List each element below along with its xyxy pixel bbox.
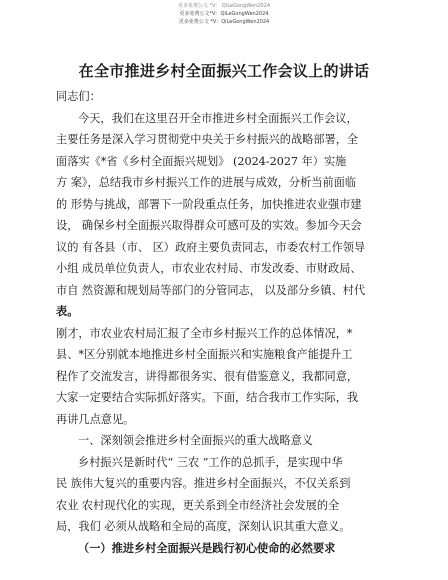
paragraph-line: 议的 有各县（市、 区）政府主要负责同志，市委农村工作领导 (56, 240, 366, 254)
document-title: 在全市推进乡村全面振兴工作会议上的讲话 (78, 62, 370, 80)
watermark-top: 更多免费公文 *V： QiLeGongWen2024 (177, 3, 271, 9)
subsection-heading: （一）推进乡村全面振兴是践行初心使命的必然要求 (78, 541, 336, 555)
document-body (56, 86, 392, 559)
paragraph-line: 市自 然资源和规划局等部门的分管同志， 以及部分乡镇、村代 (56, 283, 366, 297)
paragraph-line: 今天，我们在这里召开全市推进乡村全面振兴工作会议， (78, 111, 358, 125)
paragraph-line: 设， 确保乡村全面振兴取得群众可感可及的实效。参加今天会 (56, 219, 362, 232)
paragraph-line: 表。 (56, 304, 79, 318)
paragraph-line: 的 形势与挑战，部署下一阶段重点任务，加快推进农业强市建 (56, 197, 362, 211)
section-heading: 一、深刻领会推进乡村全面振兴的重大战略意义 (78, 434, 313, 447)
paragraph-line: 农业 农村现代化的实现，更关系到全市经济社会发展的全 (56, 498, 340, 512)
watermark-bottom: 更多免费公文 *V：QiLeGongWen2024 (178, 19, 270, 25)
salutation: 同志们： (56, 90, 101, 103)
paragraph-line: 程作了交流发言，讲得都很务实、很有借鉴意义，我都同意， (56, 369, 359, 383)
paragraph-line: 主要任务是深入学习贯彻党中央关于乡村振兴的战略部署，全 (56, 133, 359, 146)
paragraph-line: 方 案》，总结我市乡村振兴工作的进展与成效，分析当前面临 (56, 176, 357, 189)
watermark-middle: 更多免费公文*V：QiLeGongWen2024 (179, 11, 269, 17)
paragraph-line: 民 族伟大复兴的重要内容。推进乡村全面振兴，不仅关系到 (56, 477, 351, 490)
paragraph-line: 面落实《*省《乡村全面振兴规划》 (2024-2027 年）实施 (56, 154, 347, 168)
paragraph-line: 县、*区分别就本地推进乡村全面振兴和实施粮食产能提升工 (56, 348, 353, 361)
paragraph-line: 小组 成员单位负责人，市农业农村局、市发改委、市财政局、 (56, 262, 362, 275)
paragraph-line: 再讲几点意见。 (56, 412, 135, 426)
paragraph-line: 刚才，市农业农村局汇报了全市乡村振兴工作的总体情况，* (56, 326, 353, 340)
paragraph-line: 局，我们 必须从战略和全局的高度，深刻认识其重大意义。 (56, 520, 351, 533)
paragraph-line: 大家一定要结合实际抓好落实。下面，结合我市工作实际，我 (56, 391, 359, 404)
paragraph-line: 乡村振兴是新时代“ 三农 ”工作的总抓手，是实现中华 (78, 455, 343, 469)
